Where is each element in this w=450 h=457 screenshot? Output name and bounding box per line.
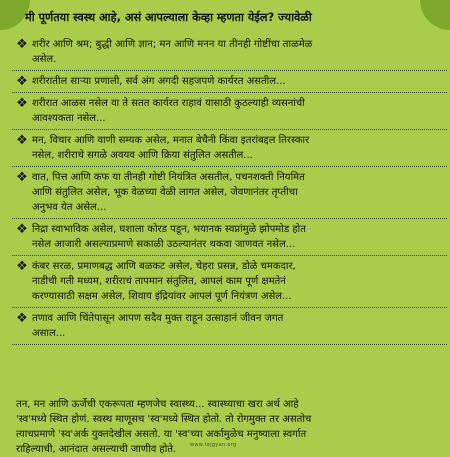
bullet-item bbox=[12, 71, 447, 93]
bullet-line: असेल. bbox=[32, 54, 57, 65]
bullet-line: कंबर सरळ, प्रमाणबद्ध आणि बळकट असेल, चेहरा प्रसन्न, डोळे चमकदार, bbox=[32, 261, 296, 272]
bullet-text bbox=[32, 222, 444, 252]
bullet-line: मन, विचार आणि वाणी सम्यक असेल, मनात बेचैनी किंवा इतरांबद्दल तिरस्कार bbox=[32, 135, 310, 146]
bullet-text bbox=[32, 259, 444, 304]
bullet-line: शरीरात आळस नसेल वा ते सतत कार्यरत राहावं यासाठी कुठल्याही व्यसनांची bbox=[32, 98, 305, 109]
bullet-diamond-icon: ❖ bbox=[16, 74, 28, 89]
summary-line: तन, मन आणि ऊर्जेची एकरूपता म्हणजेच स्वास्थ्य... स्वास्थ्याचा खरा अर्थ आहे bbox=[16, 399, 299, 410]
bullet-line: वात, पित्त आणि कफ या तीनही गोष्टी नियंत्रित असतील, पचनशक्ती नियमित bbox=[32, 172, 305, 183]
bullet-item bbox=[12, 219, 447, 256]
summary-line: राहिल्याची, आनंदात असल्याची जाणीव होते. bbox=[16, 444, 177, 455]
bullet-text bbox=[32, 133, 444, 163]
bullet-line: आवश्यकता नसेल... bbox=[32, 113, 106, 124]
bullet-diamond-icon: ❖ bbox=[16, 133, 28, 148]
bullet-text bbox=[32, 170, 444, 215]
bullet-line: आणि संतुलित असेल, भूक वेळच्या वेळी लागत असेल, जेवणानंतर तृप्तीचा bbox=[32, 187, 298, 198]
bullet-line: निद्रा स्वाभाविक असेल, घशाला कोरड पडून, भयानक स्वप्नांमुळे झोपमोड होत bbox=[32, 224, 306, 235]
bullet-list bbox=[12, 34, 447, 345]
summary-line: 'स्व'मध्ये स्थित होणं. स्वस्थ माणूसच 'स्व'मध्ये स्थित होतो. तो रोगमुक्त तर असतोच bbox=[16, 414, 312, 425]
bullet-line: असाल... bbox=[32, 328, 66, 339]
bullet-text bbox=[32, 96, 444, 126]
bullet-line: करण्यासाठी सक्षम असेल, शिवाय इंद्रियांवर आपलं पूर्ण नियंत्रण असेल... bbox=[32, 291, 292, 302]
bullet-diamond-icon: ❖ bbox=[16, 311, 28, 326]
summary-line: त्याचप्रमाणे 'स्व'अर्क युक्तदेखील असतो. या 'स्व'च्या अर्कामुळेच मनुष्याला स्वर्गात bbox=[16, 429, 307, 440]
bullet-diamond-icon: ❖ bbox=[16, 37, 28, 52]
bullet-line: नसेल, शरीराचे सगळे अवयव आणि क्रिया संतुलित असतील... bbox=[32, 150, 253, 161]
bullet-line: शरीरातील साऱ्या प्रणाली, सर्व अंग अगदी सहजपणे कार्यरत असतील... bbox=[32, 76, 286, 87]
bullet-text bbox=[32, 74, 444, 89]
bullet-diamond-icon: ❖ bbox=[16, 96, 28, 111]
bullet-text bbox=[32, 37, 444, 67]
bullet-item bbox=[12, 256, 447, 308]
bullet-item bbox=[12, 308, 447, 345]
bullet-item bbox=[12, 130, 447, 167]
bullet-line: नसेल आजारी असल्याप्रमाणे सकाळी उठल्यानंतर थकवा जाणवत नसेल... bbox=[32, 239, 296, 250]
bullet-item bbox=[12, 34, 447, 71]
bullet-line: अनुभव येत असेल... bbox=[32, 202, 107, 213]
footer-url: www.tejgyan.org bbox=[190, 442, 237, 448]
summary-paragraph bbox=[16, 397, 444, 457]
bullet-text bbox=[32, 311, 444, 341]
bullet-diamond-icon: ❖ bbox=[16, 170, 28, 185]
bullet-diamond-icon: ❖ bbox=[16, 259, 28, 274]
bullet-line: शरीर आणि श्रम; बुद्धी आणि ज्ञान; मन आणि मनन या तीनही गोष्टींचा ताळमेळ bbox=[32, 39, 313, 50]
heading: मी पूर्णतया स्वस्थ आहे, असं आपल्याला केव्हा म्हणता येईल? ज्यावेळी bbox=[25, 11, 312, 24]
bullet-line: नाडीची गती मध्यम, शरीराचं तापमान संतुलित, आपलं काम पूर्ण क्षमतेनं bbox=[32, 276, 286, 287]
bullet-item bbox=[12, 93, 447, 130]
bullet-item bbox=[12, 167, 447, 219]
bullet-diamond-icon: ❖ bbox=[16, 222, 28, 237]
bullet-line: तणाव आणि चिंतेपासून आपण सदैव मुक्त राहून उत्साहानं जीवन जगत bbox=[32, 313, 284, 324]
